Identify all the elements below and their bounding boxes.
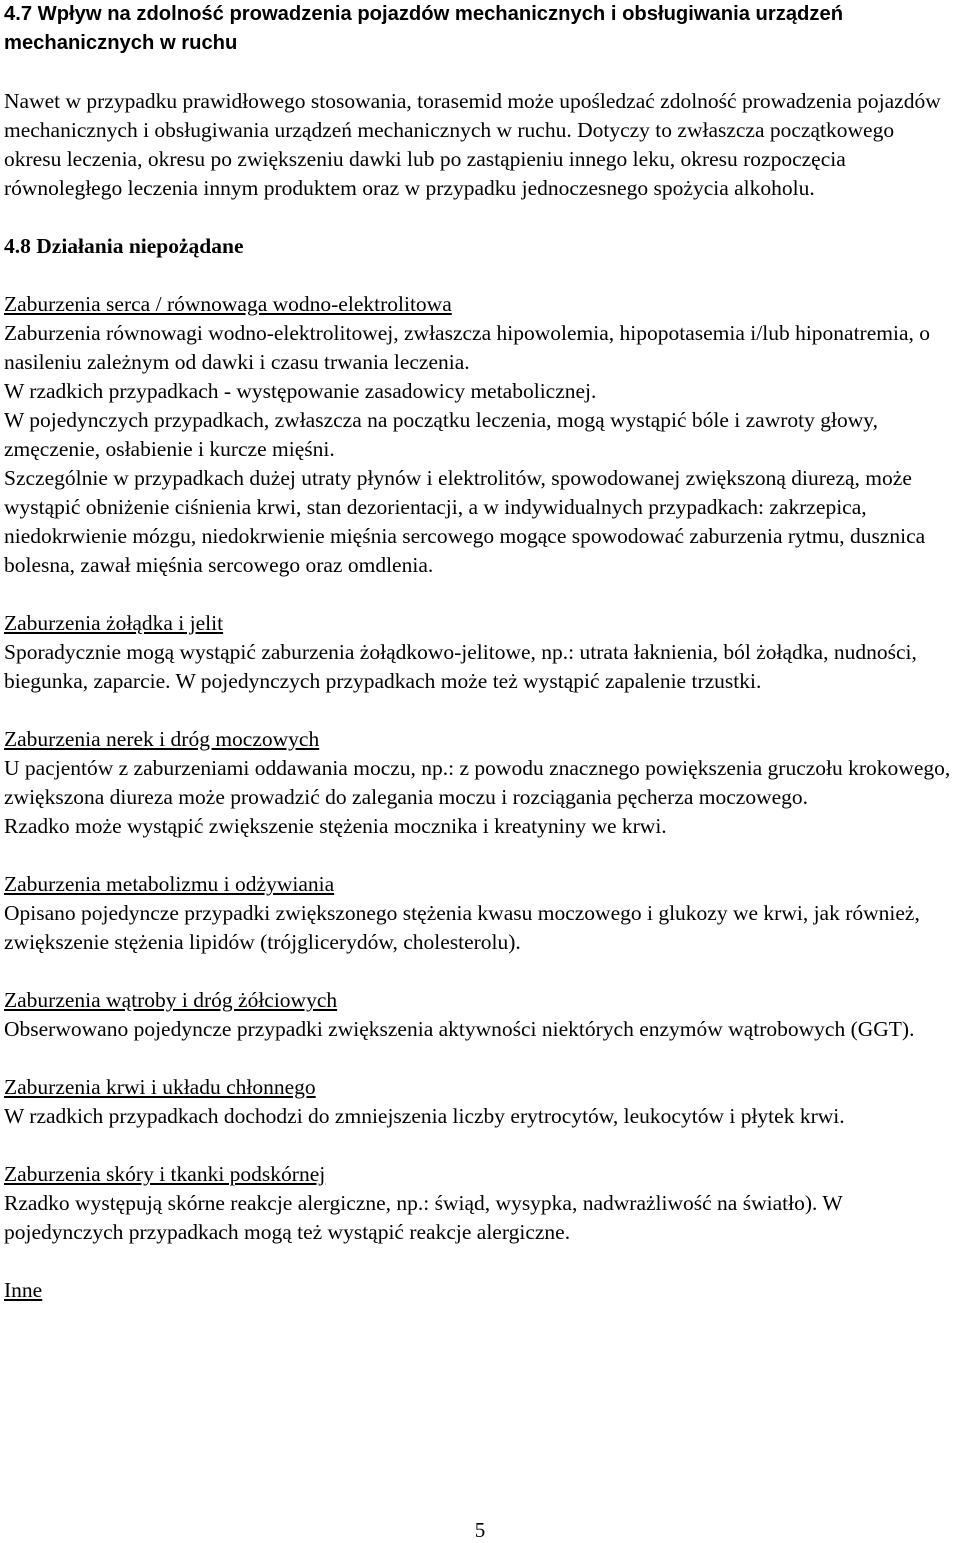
subsection-blood-lymphatic (4, 1073, 956, 1131)
subsection-metabolism (4, 870, 956, 957)
subsection-paragraph: Sporadycznie mogą wystąpić zaburzenia żołądkowo-jelitowe, np.: utrata łaknienia, ból żołądka, nudności, biegunka, zaparcie. W pojedynczych przypadkach może też wystąpić zapalenie trzustki. (4, 640, 917, 693)
spacer (4, 1131, 956, 1160)
subsection-skin (4, 1160, 956, 1247)
subsection-title: Inne (4, 1278, 43, 1302)
spacer (4, 580, 956, 609)
subsection-paragraph: W rzadkich przypadkach dochodzi do zmniejszenia liczby erytrocytów, leukocytów i płytek krwi. (4, 1104, 845, 1128)
subsection-paragraph: W pojedynczych przypadkach, zwłaszcza na początku leczenia, mogą wystąpić bóle i zawroty głowy, zmęczenie, osłabienie i kurcze mięśni. (4, 408, 878, 461)
subsection-title: Zaburzenia serca / równowaga wodno-elektrolitowa (4, 292, 452, 316)
subsection-other (4, 1276, 956, 1305)
subsection-title: Zaburzenia nerek i dróg moczowych (4, 727, 320, 751)
subsection-title: Zaburzenia skóry i tkanki podskórnej (4, 1162, 326, 1186)
spacer (4, 203, 956, 232)
subsection-title: Zaburzenia metabolizmu i odżywiania (4, 872, 335, 896)
subsection-paragraph: Rzadko może wystąpić zwiększenie stężenia mocznika i kreatyniny we krwi. (4, 814, 667, 838)
subsection-paragraph: Zaburzenia równowagi wodno-elektrolitowej, zwłaszcza hipowolemia, hipopotasemia i/lub hiponatremia, o nasileniu zależnym od dawki i czasu trwania leczenia. (4, 321, 931, 374)
subsection-renal-urinary (4, 725, 956, 841)
subsection-title: Zaburzenia wątroby i dróg żółciowych (4, 988, 338, 1012)
subsection-paragraph: Obserwowano pojedyncze przypadki zwiększenia aktywności niektórych enzymów wątrobowych (GGT). (4, 1017, 915, 1041)
subsection-paragraph: Rzadko występują skórne reakcje alergiczne, np.: świąd, wysypka, nadwrażliwość na światło). W pojedynczych przypadkach mogą też wystąpić reakcje alergiczne. (4, 1191, 843, 1244)
spacer (4, 1044, 956, 1073)
subsection-paragraph: Szczególnie w przypadkach dużej utraty płynów i elektrolitów, spowodowanej zwiększoną diurezą, może wystąpić obniżenie ciśnienia krwi, stan dezorientacji, a w indywidualnych przypadkach: zakrzepica, niedokrwienie mózgu, niedokrwienie mięśnia sercowego mogące spowodować zaburzenia rytmu, dusznica bolesna, zawał mięśnia sercowego oraz omdlenia. (4, 466, 926, 577)
spacer (4, 841, 956, 870)
page-number: 5 (474, 1518, 486, 1542)
spacer (4, 696, 956, 725)
subsection-paragraph: W rzadkich przypadkach - występowanie zasadowicy metabolicznej. (4, 379, 597, 403)
subsection-hepatobiliary (4, 986, 956, 1044)
subsection-title: Zaburzenia żołądka i jelit (4, 611, 224, 635)
subsection-title: Zaburzenia krwi i układu chłonnego (4, 1075, 316, 1099)
subsection-gastrointestinal (4, 609, 956, 696)
spacer (4, 957, 956, 986)
section-4-7-paragraph: Nawet w przypadku prawidłowego stosowania, torasemid może upośledzać zdolność prowadzenia pojazdów mechanicznych i obsługiwania urządzeń mechanicznych w ruchu. Dotyczy to zwłaszcza początkowego okresu leczenia, okresu po zwiększeniu dawki lub po zastąpieniu innego leku, okresu rozpoczęcia równoległego leczenia innym produktem oraz w przypadku jednoczesnego spożycia alkoholu. (4, 89, 941, 200)
spacer (4, 58, 956, 87)
subsection-paragraph: U pacjentów z zaburzeniami oddawania moczu, np.: z powodu znacznego powiększenia gruczołu krokowego, zwiększona diureza może prowadzić do zalegania moczu i rozciągania pęcherza moczowego. (4, 756, 951, 809)
spacer (4, 261, 956, 290)
subsection-paragraph: Opisano pojedyncze przypadki zwiększonego stężenia kwasu moczowego i glukozy we krwi, jak również, zwiększenie stężenia lipidów (trójglicerydów, cholesterolu). (4, 901, 920, 954)
section-heading-4-7: 4.7 Wpływ na zdolność prowadzenia pojazdów mechanicznych i obsługiwania urządzeń mechanicznych w ruchu (4, 3, 844, 54)
document-page (4, 0, 956, 1305)
spacer (4, 1247, 956, 1276)
section-heading-4-8: 4.8 Działania niepożądane (4, 234, 244, 258)
subsection-heart-electrolytes (4, 290, 956, 580)
